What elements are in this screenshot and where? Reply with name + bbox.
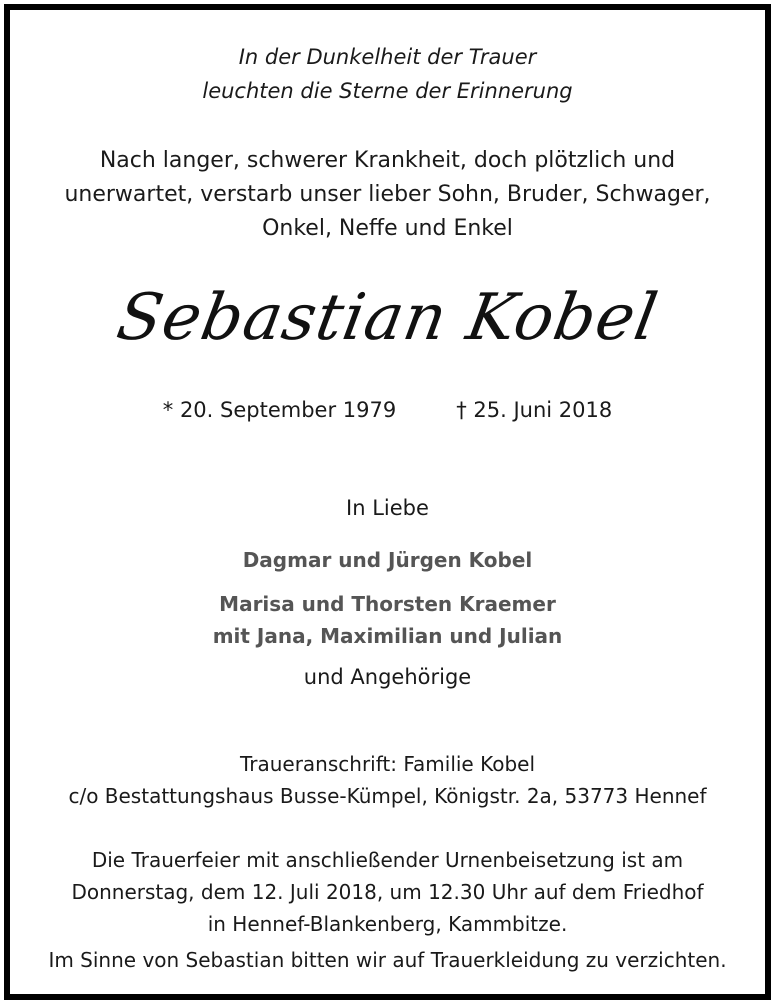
- verse-line-2: leuchten die Sterne der Erinnerung: [202, 79, 573, 103]
- service-line-3: in Hennef-Blankenberg, Kammbitze.: [207, 912, 568, 936]
- obituary-notice: [4, 4, 771, 1000]
- mourners-heading: In Liebe: [346, 496, 429, 520]
- intro-line-2: unerwartet, verstarb unser lieber Sohn, Bruder, Schwager,: [64, 182, 711, 207]
- death-date: † 25. Juni 2018: [456, 398, 613, 422]
- family-name-2: Marisa und Thorsten Kraemer: [219, 592, 556, 616]
- service-line-2: Donnerstag, dem 12. Juli 2018, um 12.30 Uhr auf dem Friedhof: [71, 880, 704, 904]
- deceased-name: Sebastian Kobel: [111, 281, 664, 355]
- relatives-line: und Angehörige: [303, 665, 472, 689]
- address-line-1: Traueranschrift: Familie Kobel: [239, 752, 536, 776]
- intro-line-1: Nach langer, schwerer Krankheit, doch plötzlich und: [99, 148, 676, 173]
- birth-date: * 20. September 1979: [162, 398, 397, 422]
- family-name-1: Dagmar und Jürgen Kobel: [242, 548, 533, 572]
- family-name-2-children: mit Jana, Maximilian und Julian: [212, 624, 563, 648]
- service-line-1: Die Trauerfeier mit anschließender Urnenbeisetzung ist am: [91, 848, 684, 872]
- verse-line-1: In der Dunkelheit der Trauer: [238, 45, 537, 69]
- address-line-2: c/o Bestattungshaus Busse-Kümpel, Königstr. 2a, 53773 Hennef: [68, 784, 707, 808]
- attire-request: Im Sinne von Sebastian bitten wir auf Trauerkleidung zu verzichten.: [48, 948, 727, 972]
- life-dates: [10, 395, 765, 425]
- intro-line-3: Onkel, Neffe und Enkel: [262, 216, 513, 241]
